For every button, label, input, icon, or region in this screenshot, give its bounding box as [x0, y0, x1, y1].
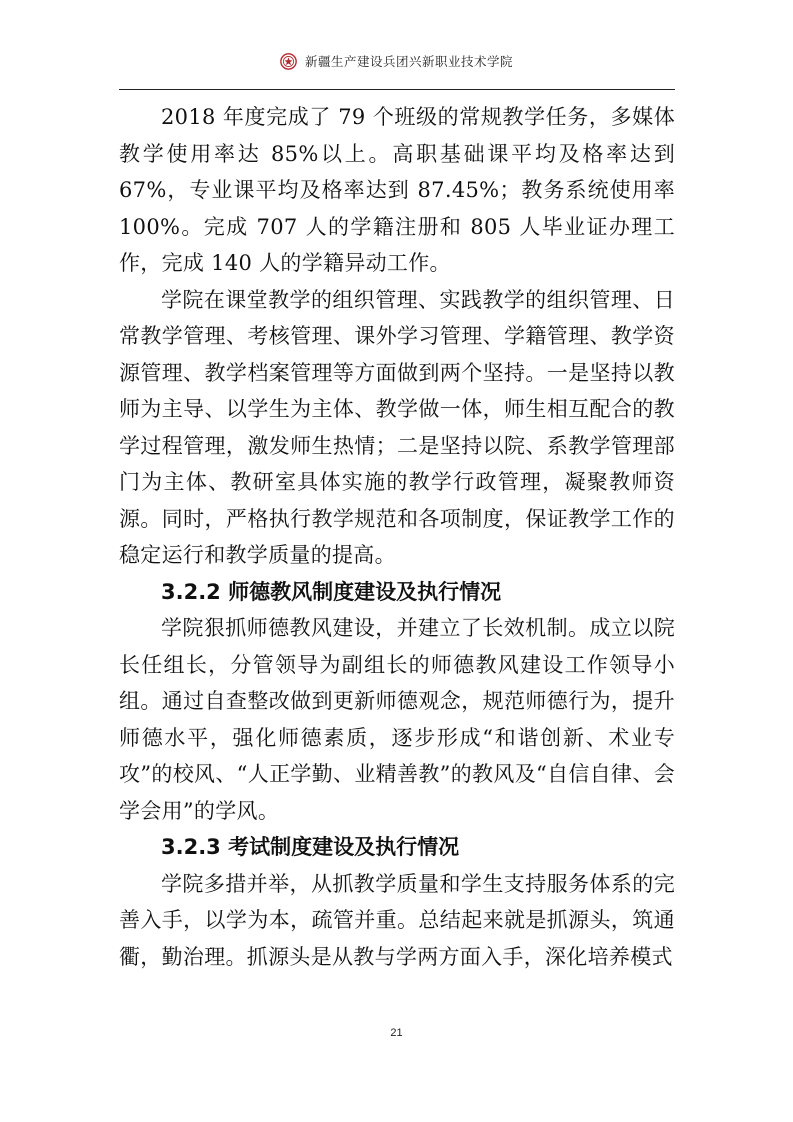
paragraph-teaching-stats: 2018 年度完成了 79 个班级的常规教学任务，多媒体教学使用率达 85%以上。高职基础课平均及格率达到 67%，专业课平均及格率达到 87.45%；教务系统使用率 100%。完成 707 人的学籍注册和 805 人毕业证办理工作，完成 140 人的学籍异动工作。 — [119, 105, 675, 275]
header-divider — [119, 89, 675, 90]
section-heading-3-2-3: 3.2.3 考试制度建设及执行情况 — [161, 835, 460, 859]
page-header — [0, 50, 793, 72]
header-title: 新疆生产建设兵团兴新职业技术学院 — [304, 54, 513, 69]
document-body — [119, 99, 675, 975]
paragraph-exam-system: 学院多措并举，从抓教学质量和学生支持服务体系的完善入手，以学为本，疏管并重。总结起来就是抓源头，筑通衢，勤治理。抓源头是从教与学两方面入手，深化培养模式 — [119, 871, 675, 969]
paragraph-teacher-ethics: 学院狠抓师德教风建设，并建立了长效机制。成立以院长任组长，分管领导为副组长的师德教风建设工作领导小组。通过自查整改做到更新师德观念，规范师德行为，提升师德水平，强化师德素质，逐步形成“和谐创新、术业专攻”的校风、“人正学勤、业精善教”的教风及“自信自律、会学会用”的学风。 — [119, 616, 675, 823]
school-emblem-icon — [280, 53, 297, 70]
page-number: 21 — [390, 1027, 403, 1039]
section-heading-3-2-2: 3.2.2 师德教风制度建设及执行情况 — [161, 579, 502, 604]
paragraph-teaching-management: 学院在课堂教学的组织管理、实践教学的组织管理、日常教学管理、考核管理、课外学习管理、学籍管理、教学资源管理、教学档案管理等方面做到两个坚持。一是坚持以教师为主导、以学生为主体、教学做一体，师生相互配合的教学过程管理，激发师生热情；二是坚持以院、系教学管理部门为主体、教研室具体实施的教学行政管理，凝聚教师资源。同时，严格执行教学规范和各项制度，保证教学工作的稳定运行和教学质量的提高。 — [119, 287, 675, 567]
